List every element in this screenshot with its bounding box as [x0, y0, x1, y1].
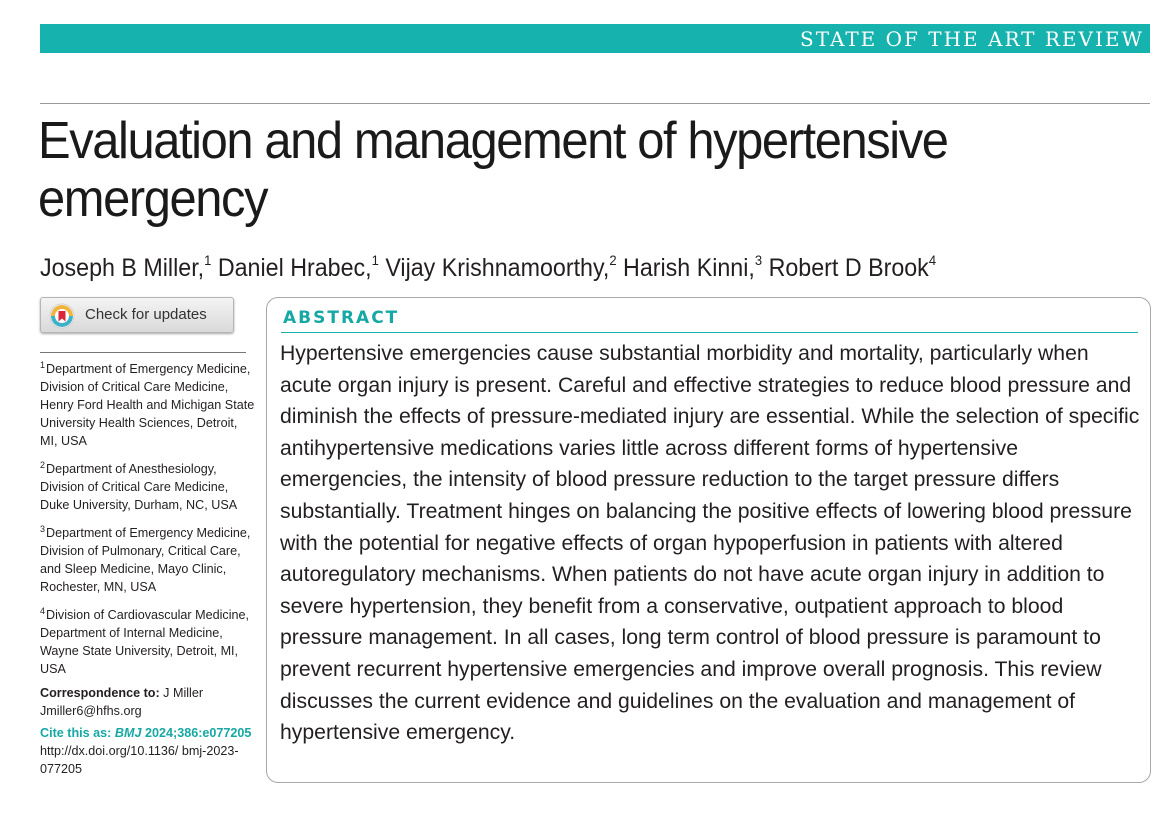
- affiliation-number: 3: [40, 524, 46, 534]
- correspondence-label: Correspondence to:: [40, 686, 160, 700]
- affiliation-number: 2: [40, 460, 46, 470]
- author-list: [40, 252, 936, 283]
- affiliation-number: 4: [40, 606, 46, 616]
- affiliation-text: Division of Cardiovascular Medicine, Department of Internal Medicine, Wayne State University, Detroit, MI, USA: [40, 608, 249, 676]
- affiliation-item: [40, 456, 255, 514]
- doi-link[interactable]: http://dx.doi.org/10.1136/ bmj-2023-077205: [40, 744, 239, 776]
- correspondence-email[interactable]: Jmiller6@hfhs.org: [40, 704, 142, 718]
- check-for-updates-button[interactable]: [40, 297, 234, 333]
- sidebar-divider: [40, 352, 246, 353]
- section-banner: [40, 24, 1150, 53]
- affiliation-item: [40, 520, 255, 596]
- abstract-box: [266, 297, 1151, 783]
- affiliation-item: [40, 602, 255, 678]
- cite-reference: 2024;386:e077205: [144, 726, 252, 740]
- author-name[interactable]: Vijay Krishnamoorthy,: [385, 254, 610, 282]
- correspondence-name: J Miller: [163, 686, 204, 700]
- author-affiliation-number: 3: [754, 252, 763, 268]
- affiliation-text: Department of Anesthesiology, Division of Critical Care Medicine, Duke University, Durham, NC, USA: [40, 462, 238, 512]
- crossmark-icon: [49, 303, 75, 329]
- author-name[interactable]: Robert D Brook: [768, 254, 929, 282]
- affiliation-number: 1: [40, 360, 46, 370]
- author-name[interactable]: Harish Kinni,: [623, 254, 755, 282]
- affiliation-text: Department of Emergency Medicine, Division of Pulmonary, Critical Care, and Sleep Medicine, Mayo Clinic, Rochester, MN, USA: [40, 526, 251, 594]
- affiliations-panel: [40, 356, 255, 778]
- cite-label: Cite this as:: [40, 726, 112, 740]
- affiliation-item: [40, 356, 255, 450]
- author-name[interactable]: Daniel Hrabec,: [217, 254, 372, 282]
- article-title: Evaluation and management of hypertensive emergency: [38, 112, 948, 228]
- check-for-updates-label: Check for updates: [85, 306, 207, 323]
- author-affiliation-number: 1: [204, 252, 212, 268]
- citation: [40, 724, 255, 778]
- section-label: STATE OF THE ART REVIEW: [800, 27, 1144, 51]
- author-affiliation-number: 2: [609, 252, 617, 268]
- author-affiliation-number: 1: [371, 252, 379, 268]
- abstract-divider: [281, 332, 1138, 333]
- affiliation-text: Department of Emergency Medicine, Division of Critical Care Medicine, Henry Ford Health and Michigan State University Health Sciences, Detroit, MI, USA: [40, 362, 255, 448]
- cite-journal: BMJ: [114, 726, 142, 740]
- abstract-heading: ABSTRACT: [283, 308, 400, 328]
- header-divider: [40, 103, 1150, 104]
- correspondence: [40, 684, 255, 720]
- abstract-text: Hypertensive emergencies cause substantial morbidity and mortality, particularly when acute organ injury is present. Careful and effective strategies to reduce blood pressure and diminish the effects of pressure-mediated injury are essential. While the selection of specific antihypertensive medications varies little across different forms of hypertensive emergencies, the intensity of blood pressure reduction to the target pressure differs substantially. Treatment hinges on balancing the positive effects of lowering blood pressure with the potential for negative effects of organ hypoperfusion in patients with altered autoregulatory mechanisms. When patients do not have acute organ injury in addition to severe hypertension, they benefit from a conservative, outpatient approach to blood pressure management. In all cases, long term control of blood pressure is paramount to prevent recurrent hypertensive emergencies and improve overall prognosis. This review discusses the current evidence and guidelines on the evaluation and management of hypertensive emergency.: [280, 342, 1140, 745]
- author-affiliation-number: 4: [928, 252, 937, 268]
- author-name[interactable]: Joseph B Miller,: [40, 254, 205, 282]
